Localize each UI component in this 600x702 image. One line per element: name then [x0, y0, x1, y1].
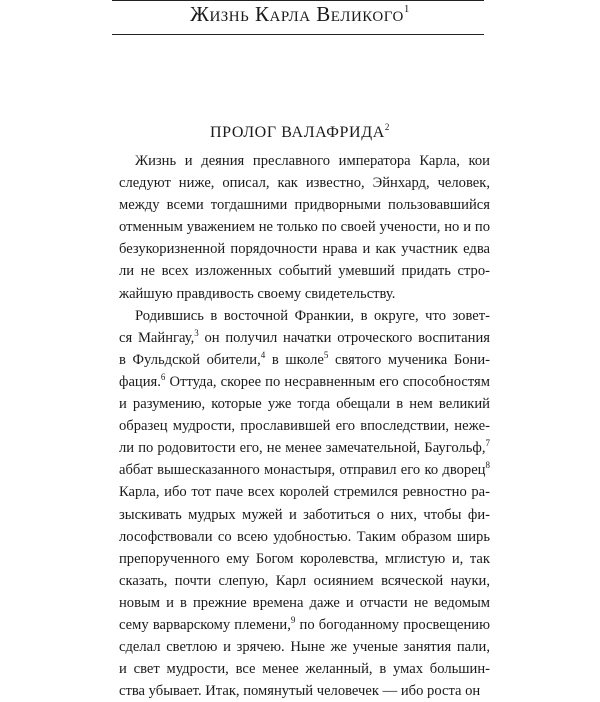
text-run: он получил начатки отроческого воспитания — [198, 329, 490, 346]
text-run: сказать, почти слепую, Карл осиянием всяческой науки, — [119, 572, 490, 589]
text-line — [119, 393, 490, 415]
running-header-footnote-marker: 1 — [403, 3, 410, 15]
text-run: Родившись в восточной Франкии, в округе, что зовет- — [135, 307, 490, 324]
footnote-marker: 3 — [194, 327, 199, 338]
text-run: и разумению, которые уже тогда обещали в нем великий — [119, 396, 490, 413]
text-line — [119, 504, 490, 526]
text-line — [119, 260, 490, 282]
text-run: сему варварскому племени, — [119, 616, 291, 633]
text-run: святого мученика Бони- — [328, 351, 490, 368]
text-run: сделал светлою и зрячею. Ныне же ученые занятия пали, — [119, 639, 490, 656]
text-run: аббат вышесказанного монастыря, отправил его ко дворец — [119, 462, 486, 479]
text-line — [119, 305, 490, 327]
footnote-marker: 5 — [323, 349, 329, 360]
text-run: и свет мудрости, все менее желанный, в умах большин- — [119, 661, 490, 678]
text-line — [119, 371, 490, 393]
section-title-text: ПРОЛОГ ВАЛАФРИДА — [210, 124, 385, 141]
text-run: Карла, ибо тот паче всех королей стремился ревностно ра- — [119, 484, 490, 501]
text-run: безукоризненной порядочности нрава и как участник едва — [119, 241, 490, 258]
text-line — [119, 592, 490, 614]
footnote-marker: 7 — [485, 438, 490, 449]
header-rule-top — [112, 0, 484, 1]
text-line — [119, 680, 490, 702]
text-run: новым и в прежние времена даже и отчасти не ведомым — [119, 594, 490, 611]
text-run: лософствовали со всею удобностью. Таким образом ширь — [119, 528, 490, 545]
footnote-marker: 6 — [160, 371, 166, 382]
text-run: ли не всех изложенных событий умевший придать стро- — [119, 263, 490, 280]
text-line — [119, 481, 490, 503]
text-line — [119, 614, 490, 636]
footnote-marker: 9 — [290, 614, 296, 625]
text-line — [119, 526, 490, 548]
text-line — [119, 172, 490, 194]
text-run: препорученного ему Богом королевства, мглистую и, так — [119, 550, 490, 567]
text-line — [119, 150, 490, 172]
text-run: образец мудрости, прославившей его впоследствии, нежe- — [119, 418, 490, 435]
section-title — [0, 122, 600, 142]
text-line — [119, 194, 490, 216]
header-rule-bottom — [112, 34, 484, 35]
text-run: ли по родовитости его, не менее замечательной, Баугольф, — [119, 440, 486, 457]
footnote-marker: 4 — [260, 349, 266, 360]
text-line — [119, 216, 490, 238]
paragraph — [119, 305, 490, 702]
text-run: отменным уважением не только по своей учености, но и по — [119, 219, 490, 236]
text-run: в школе — [265, 351, 324, 368]
section-title-footnote-marker: 2 — [384, 122, 390, 132]
text-line — [119, 658, 490, 680]
text-line — [119, 437, 490, 459]
text-line — [119, 327, 490, 349]
text-line — [119, 548, 490, 570]
text-run: между всеми тогдашними придворными пользовавшийся — [119, 197, 490, 214]
text-run: жайшую правдивость своему свидетельству. — [119, 285, 396, 302]
text-line — [119, 570, 490, 592]
text-run: фация. — [119, 373, 161, 390]
text-run: Оттуда, скорее по несравненным его способностям — [165, 373, 490, 390]
text-line — [119, 238, 490, 260]
text-line — [119, 636, 490, 658]
running-header — [0, 2, 600, 27]
text-line — [119, 283, 490, 305]
text-run: зыскивать мудрых мужей и заботиться о них, чтобы фи- — [119, 506, 490, 523]
footnote-marker: 8 — [485, 460, 490, 471]
paragraph — [119, 150, 490, 305]
running-header-title: Жизнь Карла Великого — [190, 2, 404, 26]
text-line — [119, 459, 490, 481]
text-run: ства убывает. Итак, помянутый человечек — ибо роста он — [119, 683, 481, 700]
text-run: в Фульдской обители, — [119, 351, 261, 368]
text-line — [119, 415, 490, 437]
text-run: ся Майнгау, — [119, 329, 195, 346]
text-run: по богоданному просвещению — [295, 616, 490, 633]
body-text — [119, 150, 490, 702]
text-run: следуют ниже, описал, как известно, Эйнхард, человек, — [119, 175, 490, 192]
text-line — [119, 349, 490, 371]
text-run: Жизнь и деяния преславного императора Карла, кои — [135, 153, 490, 169]
